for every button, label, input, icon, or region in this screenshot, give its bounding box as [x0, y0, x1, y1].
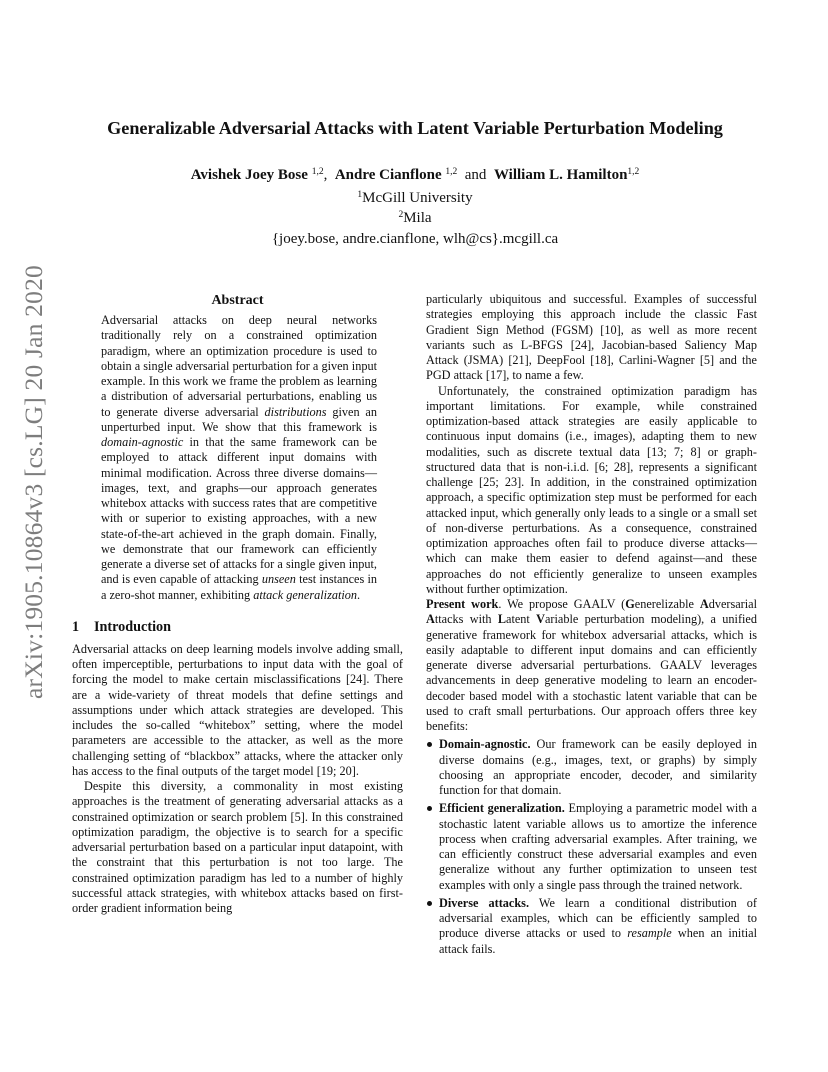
- paragraph: Unfortunately, the constrained optimization paradigm has important limitations. For example, while constrained optimization-based attack strategies are easily applicable to continuous input domains (i.e., images), adapting them to new modalities, such as discrete textual data [13; 7; 8] or graph-structured data that is non-i.i.d. [6; 28], represents a significant challenge [25; 23]. In addition, in the constrained optimization approach, a specific optimization step must be performed for each attacked input, which generally only leads to a single or a small set of non-diverse perturbations. As a consequence, constrained optimization approaches often fail to produce diverse attacks—which can make them easier to defend against—and these approaches do not efficiently generalize to unseen examples without further optimization.: [426, 383, 757, 596]
- author-name: William L. Hamilton: [493, 167, 628, 183]
- section-title: Introduction: [94, 618, 171, 635]
- paper-title: Generalizable Adversarial Attacks with Latent Variable Perturbation Modeling: [107, 118, 723, 138]
- abstract-body: Adversarial attacks on deep neural networks traditionally rely on a constrained optimization paradigm, where an optimization procedure is used to obtain a single adversarial perturbation for a given input example. In this work we frame the problem as learning a distribution of adversarial perturbations, enabling us to generate diverse adversarial distributions given an unperturbed input. We show that this framework is domain-agnostic in that the same framework can be employed to attack different input domains with minimal modification. Across three diverse domains—images, text, and graphs—our approach generates whitebox attacks with success rates that are competitive with or superior to existing approaches, with a new state-of-the-art achieved in the graph domain. Finally, we demonstrate that our framework can efficiently generate a diverse set of attacks for a single given input, and is even capable of attacking unseen test instances in a zero-shot manner, exhibiting attack generalization.: [101, 313, 377, 602]
- section-heading-introduction: [72, 618, 403, 636]
- present-work-paragraph: Present work. We propose GAALV (Generelizable Adversarial Attacks with Latent Variable perturbation modeling), a unified generative framework for whitebox adversarial attacks, which is easily adaptable to different input domains and can efficiently generate diverse adversarial perturbations. GAALV leverages advancements in deep generative modeling to learn an encoder-decoder based model with a stochastic latent variable that can be used to craft small perturbations. Our approach offers three key benefits:: [426, 597, 757, 733]
- author-separator: and: [464, 167, 487, 183]
- author-emails: {joey.bose, andre.cianflone, wlh@cs}.mcgill.ca: [271, 231, 559, 247]
- affiliation: [60, 189, 770, 207]
- author-name: Andre Cianflone: [334, 167, 442, 183]
- left-column: [72, 292, 403, 916]
- author-affil-marker: 1,2: [445, 167, 458, 177]
- section-number: 1: [72, 618, 80, 635]
- paragraph: Adversarial attacks on deep learning models involve adding small, often imperceptible, perturbations to input data with the goal of forcing the model to make certain misclassifications [24]. There are a wide-variety of threat models that define settings and assumptions under which attack strategies are developed. This includes the so-called “whitebox” setting, where the model parameters are accessible to the attacker, as well as the more challenging setting of “blackbox” attacks, where the attacker only has access to the final outputs of the target model [19; 20].: [72, 641, 403, 778]
- affiliation-marker: 2: [398, 210, 404, 220]
- arxiv-identifier: [12, 265, 56, 699]
- author-name: Avishek Joey Bose: [190, 167, 308, 183]
- list-item: Diverse attacks. We learn a conditional distribution of adversarial examples, which can be efficiently sampled to produce diverse attacks or used to resample when an initial attack fails.: [426, 896, 757, 957]
- author-affil-marker: 1,2: [627, 167, 640, 177]
- right-column: [426, 292, 757, 957]
- author-separator: ,: [323, 167, 328, 183]
- paragraph: Despite this diversity, a commonality in most existing approaches is the treatment of generating adversarial attacks as a constrained optimization or search problem [5]. In this constrained optimization paradigm, the objective is to search for a specific adversarial perturbation based on a particular input datapoint, with the constraint that this perturbation is not too large. The constrained optimization paradigm has led to a number of highly successful attack strategies, with whitebox attacks based on first-order gradient information being: [72, 779, 403, 915]
- list-item: Efficient generalization. Employing a parametric model with a stochastic latent variable allows us to amortize the inference process when crafting adversarial examples. After training, we can efficiently construct these adversarial examples and even generalize without any further optimization to unseen test examples with only a single pass through the trained network.: [426, 801, 757, 893]
- arxiv-identifier-text: arXiv:1905.10864v3 [cs.LG] 20 Jan 2020: [19, 265, 48, 699]
- paragraph-lead: Present work: [426, 597, 499, 611]
- benefits-list: [426, 737, 757, 957]
- author-list: [60, 166, 770, 184]
- paragraph: particularly ubiquitous and successful. Examples of successful strategies employing this approach include the classic Fast Gradient Sign Method (FGSM) [10], as well as more recent variants such as L-BFGS [24], Jacobian-based Saliency Map Attack (JSMA) [21], DeepFool [18], Carlini-Wagner [5] and the PGD attack [17], to name a few.: [426, 292, 757, 383]
- affiliation-name: McGill University: [362, 190, 473, 206]
- affiliation-name: Mila: [403, 210, 432, 226]
- abstract-heading: Abstract: [211, 293, 264, 308]
- affiliation: [60, 209, 770, 227]
- affiliation-marker: 1: [357, 190, 363, 200]
- list-item: Domain-agnostic. Our framework can be easily deployed in diverse domains (e.g., images, text, or graphs) by simply choosing an appropriate encoder, decoder, and similarity function for that domain.: [426, 737, 757, 798]
- author-affil-marker: 1,2: [311, 167, 324, 177]
